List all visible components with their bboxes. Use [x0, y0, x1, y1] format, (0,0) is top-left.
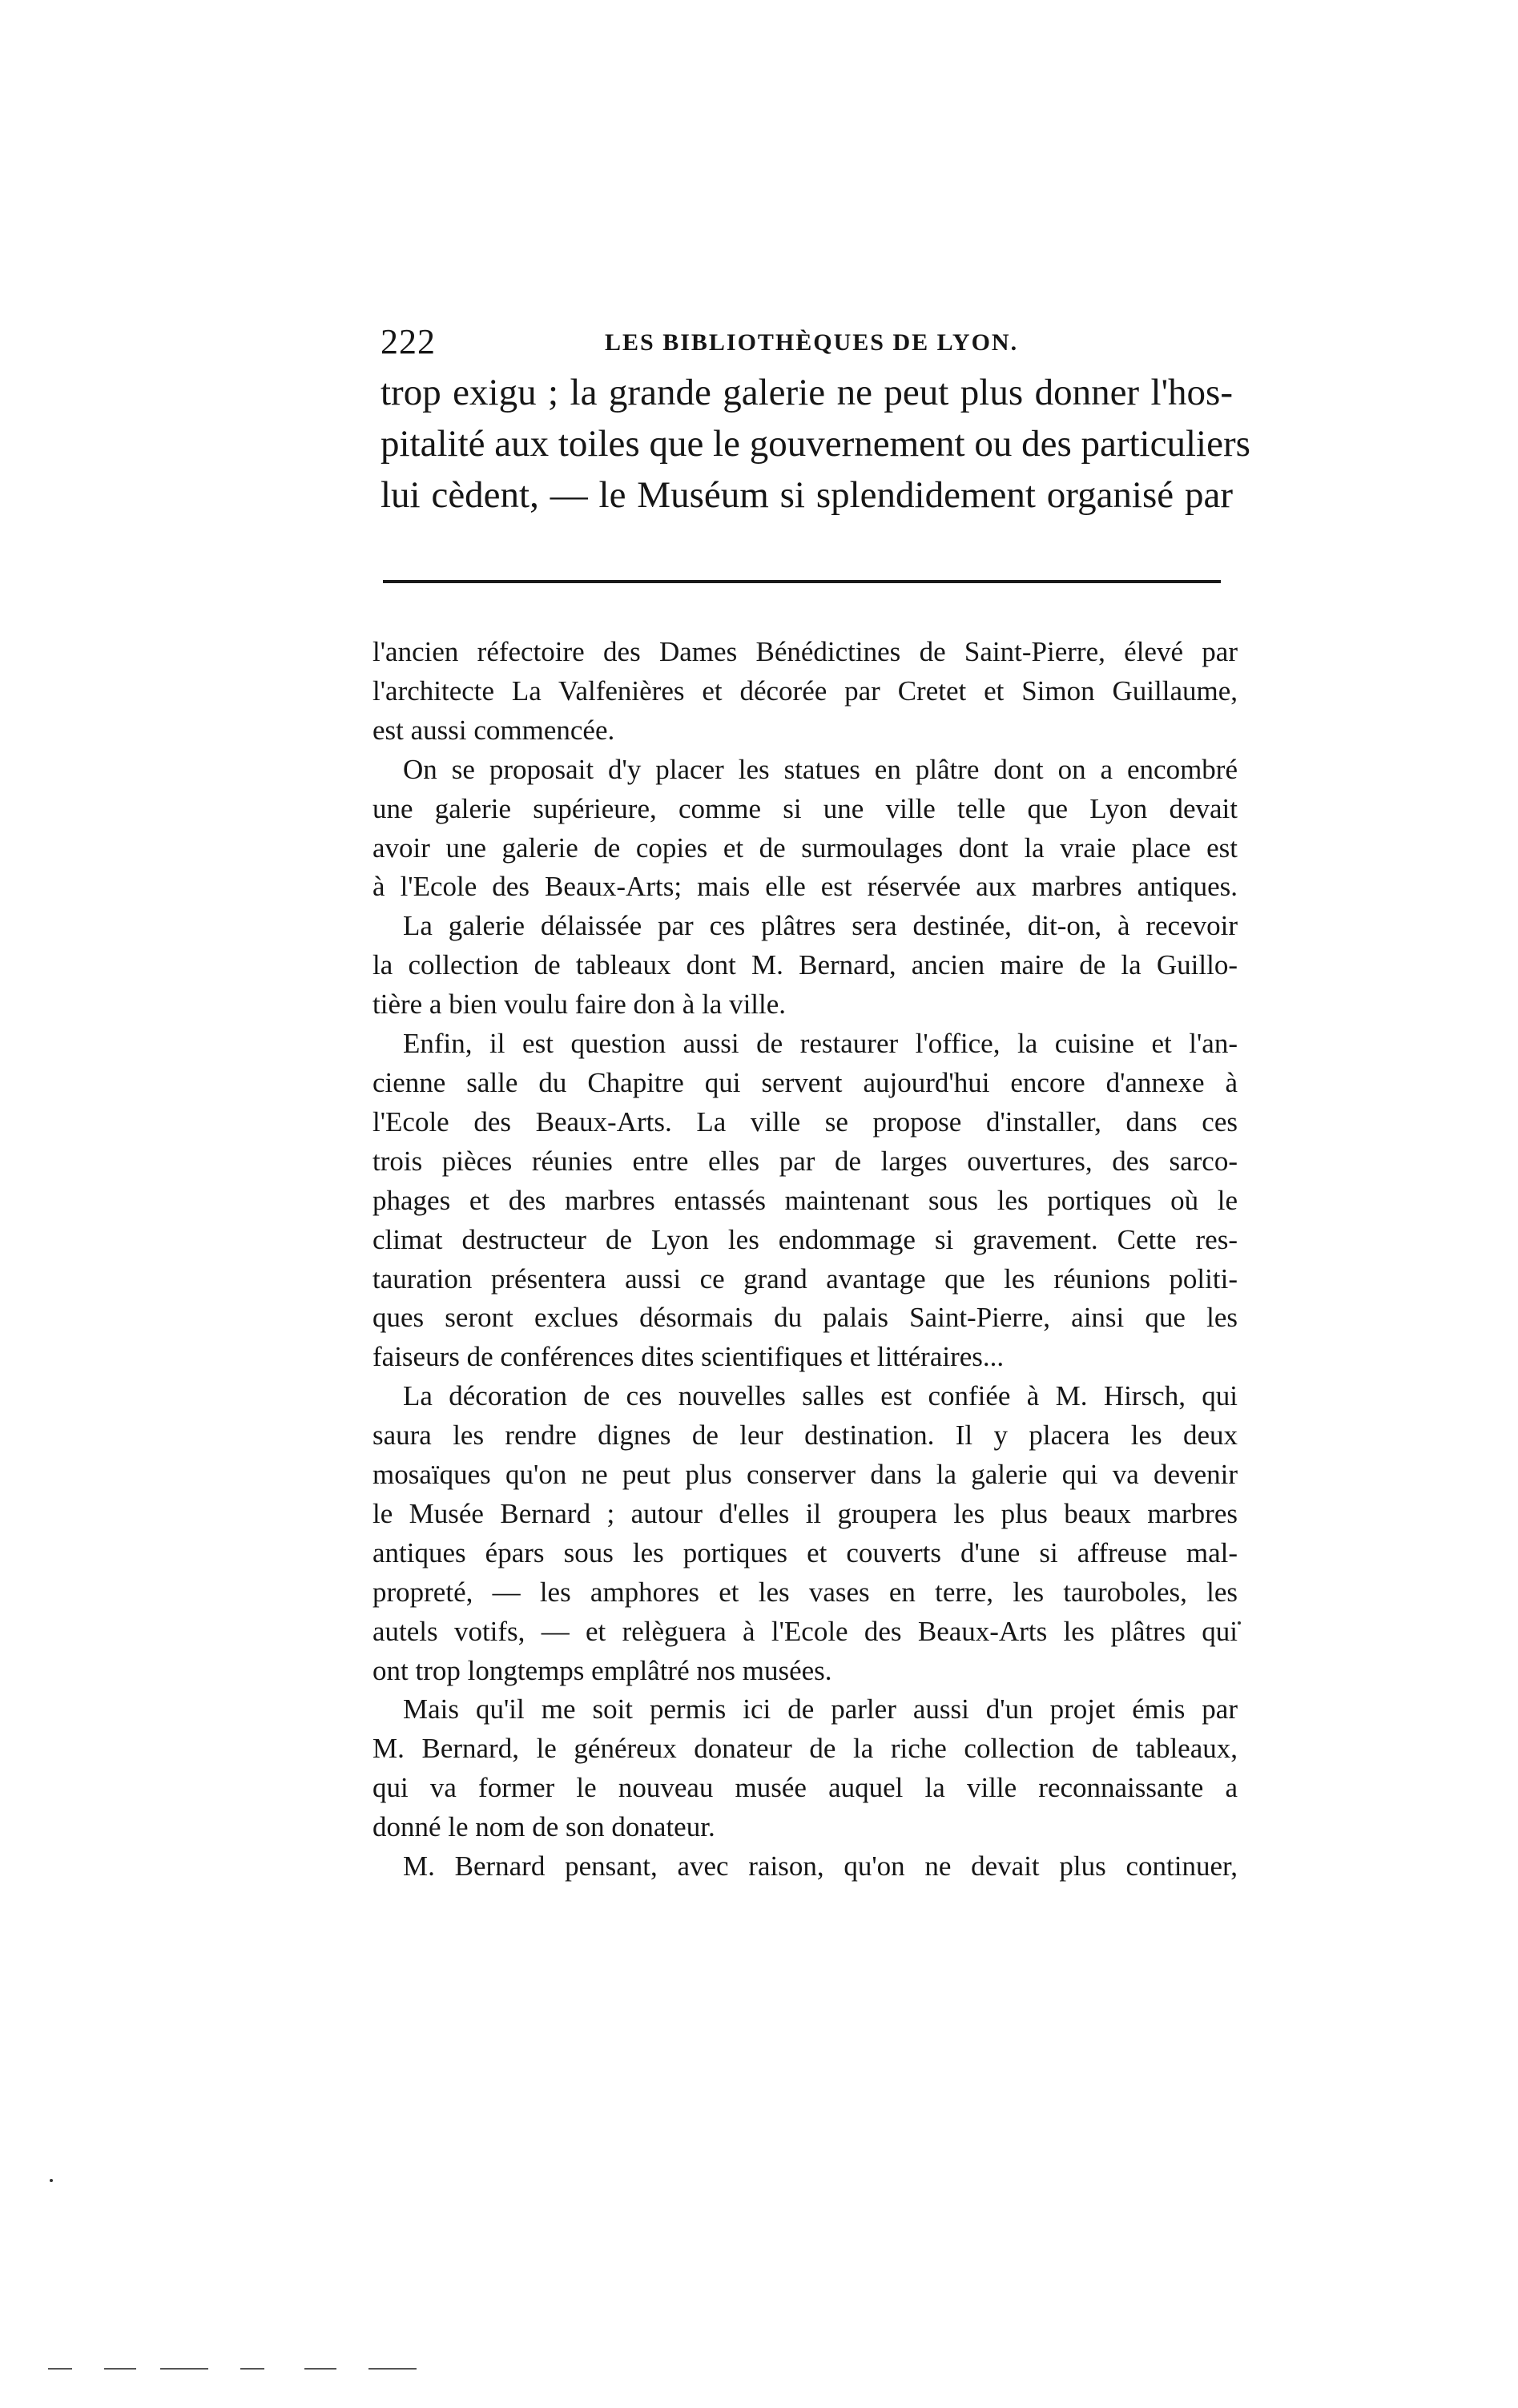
footnote-line: une galerie supérieure, comme si une ville telle que Lyon devait	[372, 792, 1238, 824]
footnote-line: le Musée Bernard ; autour d'elles il groupera les plus beaux marbres	[372, 1497, 1238, 1529]
footnote-text-block	[372, 633, 1238, 1887]
footnote-line: donné le nom de son donateur.	[372, 1811, 715, 1843]
footnote-line: climat destructeur de Lyon les endommage si gravement. Cette res-	[372, 1223, 1238, 1255]
footnote-line: à l'Ecole des Beaux-Arts; mais elle est réservée aux marbres antiques.	[372, 871, 1238, 903]
page-number: 222	[381, 322, 436, 361]
main-text-line: trop exigu ; la grande galerie ne peut plus donner l'hos-	[381, 372, 1233, 413]
footnote-line: tauration présentera aussi ce grand avantage que les réunions politi-	[372, 1262, 1238, 1295]
footnote-line: est aussi commencée.	[372, 714, 615, 746]
footnote-line: Enfin, il est question aussi de restaurer l'office, la cuisine et l'an-	[403, 1028, 1238, 1060]
scan-speck	[50, 2179, 53, 2182]
footnote-line: Mais qu'il me soit permis ici de parler aussi d'un projet émis par	[403, 1693, 1238, 1725]
footnote-line: l'architecte La Valfenières et décorée par Cretet et Simon Guillaume,	[372, 674, 1238, 707]
footnote-line: l'Ecole des Beaux-Arts. La ville se propose d'installer, dans ces	[372, 1105, 1238, 1138]
footnote-line: cienne salle du Chapitre qui servent aujourd'hui encore d'annexe à	[372, 1066, 1238, 1098]
scan-speck	[1238, 1621, 1241, 1625]
footnote-line: propreté, — les amphores et les vases en terre, les tauroboles, les	[372, 1576, 1238, 1608]
footnote-line: M. Bernard pensant, avec raison, qu'on ne devait plus continuer,	[403, 1850, 1238, 1883]
main-text-block	[381, 367, 1250, 521]
footnote-line: qui va former le nouveau musée auquel la ville reconnaissante a	[372, 1772, 1238, 1804]
footnote-line: faiseurs de conférences dites scientifiques et littéraires...	[372, 1341, 1005, 1373]
footnote-separator-rule	[383, 580, 1221, 583]
footnote-line: l'ancien réfectoire des Dames Bénédictines de Saint-Pierre, élevé par	[372, 636, 1238, 667]
main-text-line: pitalité aux toiles que le gouvernement ou des particuliers	[381, 423, 1250, 465]
running-title: LES BIBLIOTHÈQUES DE LYON.	[605, 329, 1019, 356]
footnote-line: La galerie délaissée par ces plâtres sera destinée, dit-on, à recevoir	[403, 910, 1238, 942]
footnote-line: On se proposait d'y placer les statues en plâtre dont on a encombré	[403, 753, 1238, 785]
footnote-line: saura les rendre dignes de leur destination. Il y placera les deux	[372, 1419, 1238, 1452]
main-text-line: lui cèdent, — le Muséum si splendidement organisé par	[381, 474, 1233, 516]
footnote-line: autels votifs, — et relèguera à l'Ecole des Beaux-Arts les plâtres qui	[372, 1615, 1238, 1647]
footnote-line: mosaïques qu'on ne peut plus conserver dans la galerie qui va devenir	[372, 1459, 1238, 1491]
running-head	[381, 322, 1242, 362]
footnote-line: ques seront exclues désormais du palais Saint-Pierre, ainsi que les	[372, 1302, 1238, 1334]
footnote-line: M. Bernard, le généreux donateur de la riche collection de tableaux,	[372, 1733, 1238, 1765]
footnote-line: ont trop longtemps emplâtré nos musées.	[372, 1654, 832, 1686]
footnote-line: la collection de tableaux dont M. Bernard, ancien maire de la Guillo-	[372, 949, 1238, 981]
footnote-line: trois pièces réunies entre elles par de larges ouvertures, des sarco-	[372, 1145, 1238, 1177]
footnote-line: tière a bien voulu faire don à la ville.	[372, 989, 787, 1021]
footnote-line: avoir une galerie de copies et de surmoulages dont la vraie place est	[372, 832, 1238, 864]
scan-edge-marks	[48, 2368, 417, 2371]
footnote-line: phages et des marbres entassés maintenant sous les portiques où le	[372, 1184, 1238, 1216]
footnote-line: antiques épars sous les portiques et couverts d'une si affreuse mal-	[372, 1536, 1238, 1568]
footnote-line: La décoration de ces nouvelles salles est confiée à M. Hirsch, qui	[403, 1380, 1238, 1412]
